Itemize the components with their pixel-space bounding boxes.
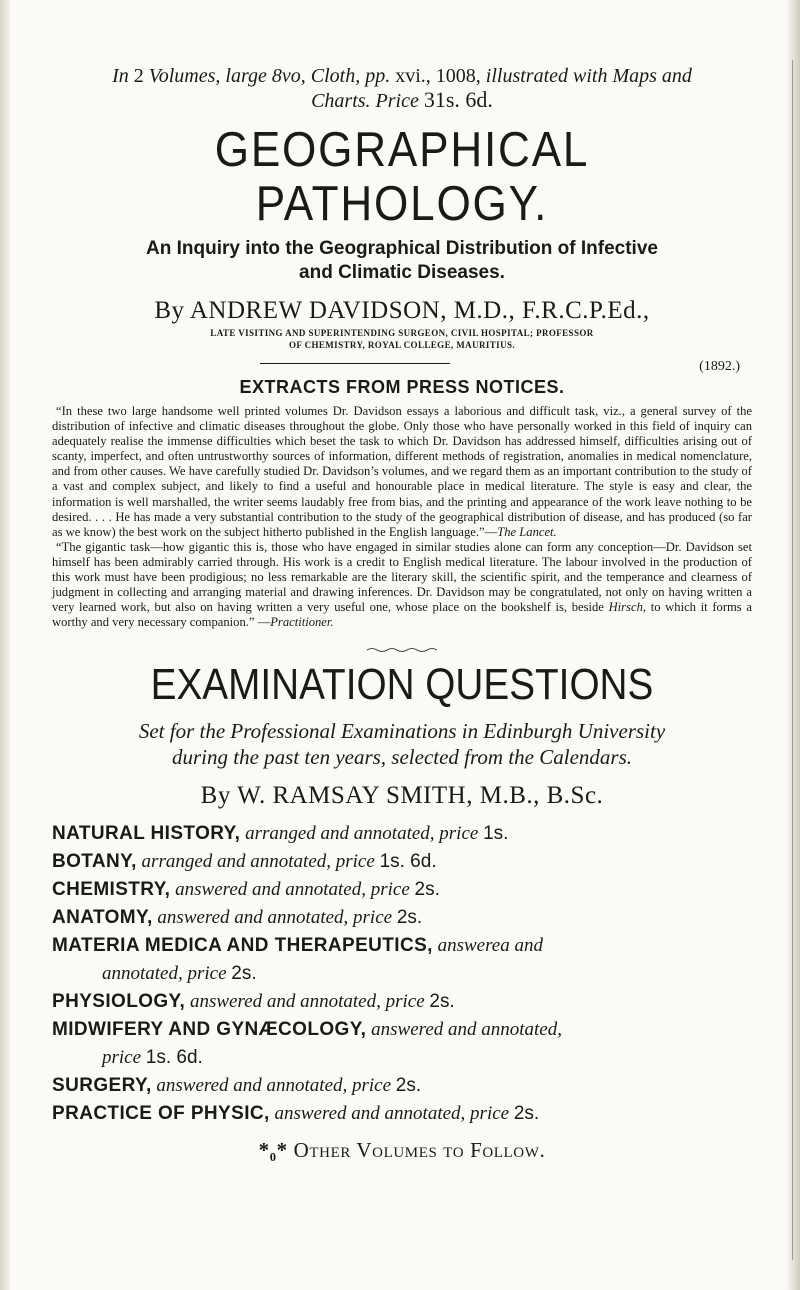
page-gutter bbox=[0, 0, 10, 1290]
subject-price: 1s. 6d. bbox=[145, 1047, 203, 1069]
charts-text: Charts. bbox=[311, 90, 371, 112]
list-item bbox=[52, 932, 752, 988]
divider-row bbox=[52, 355, 752, 377]
list-item bbox=[52, 1072, 752, 1100]
subject-desc: arranged and annotated, price bbox=[141, 851, 375, 873]
subject-desc: answered and annotated, price bbox=[156, 1075, 392, 1097]
subject-desc: answered and annotated, price bbox=[189, 991, 425, 1013]
subject-name: MIDWIFERY AND GYNÆCOLOGY, bbox=[52, 1019, 367, 1041]
press-notices bbox=[52, 404, 752, 630]
subject-desc: answered and annotated, price bbox=[274, 1103, 510, 1125]
author-davidson: By ANDREW DAVIDSON, M.D., F.R.C.P.Ed., bbox=[154, 297, 650, 324]
subject-price: 2s. bbox=[429, 991, 455, 1013]
subject-name: PRACTICE OF PHYSIC, bbox=[52, 1103, 270, 1125]
notice-lancet-source: The Lancet. bbox=[497, 524, 557, 539]
extracts-heading: EXTRACTS FROM PRESS NOTICES. bbox=[239, 377, 565, 397]
subject-name: NATURAL HISTORY, bbox=[52, 823, 241, 845]
edition-line: In 2 Volumes, large 8vo, Cloth, pp. xvi., 1008, illustrated with Maps and Charts. Price 31s. 6d. bbox=[112, 65, 692, 112]
notice-lancet-text: “In these two large handsome well printed volumes Dr. Davidson essays a laborious and difficult task, viz., a general survey of the distribution of infective and climatic diseases throughout the globe. Only those who have personally worked in this field of inquiry can adequately realise the immense difficulties which beset the task to which Dr. Davidson has addressed himself, difficulties arising out of scanty, imperfect, and often untrustworthy sources of information, different methods of registration, anomalies in medical nomenclature, and from other causes. We have carefully studied Dr. Davidson’s volumes, and we regard them as an important contribution to the study of a vast and complex subject, and likely to find a useful and honourable place in medical literature. The style is easy and clear, the information is well marshalled, the writer seems laudably free from bias, and the printing and appearance of the work leave nothing to be desired. . . . He has made a very substantial contribution to the study of the geographical distribution of disease, and has produced (so far as we know) the best work on the subject hitherto published in the English language.”— bbox=[52, 404, 752, 539]
subtitle-line-1: An Inquiry into the Geographical Distribution of Infective bbox=[146, 238, 658, 259]
subject-desc: arranged and annotated, price bbox=[245, 823, 479, 845]
credentials-line-2: OF CHEMISTRY, ROYAL COLLEGE, MAURITIUS. bbox=[288, 340, 516, 350]
author-ramsay-smith: By W. RAMSAY SMITH, M.B., B.Sc. bbox=[200, 782, 604, 810]
volume-count: 2 bbox=[133, 65, 144, 87]
price-label: Price bbox=[375, 90, 419, 112]
book-title-geographical-pathology: GEOGRAPHICAL PATHOLOGY. bbox=[214, 123, 590, 231]
subject-name: MATERIA MEDICA AND THERAPEUTICS, bbox=[52, 935, 433, 957]
list-item bbox=[52, 904, 752, 932]
list-item bbox=[52, 1100, 752, 1128]
subject-name: PHYSIOLOGY, bbox=[52, 991, 186, 1013]
subject-price: 2s. bbox=[414, 879, 440, 901]
list-item bbox=[52, 1016, 752, 1072]
subtitle-line-2: and Climatic Diseases. bbox=[299, 262, 505, 283]
list-item bbox=[52, 820, 752, 848]
subject-price: 1s. bbox=[483, 823, 509, 845]
page-count: xvi., 1008, bbox=[395, 65, 481, 87]
divider bbox=[260, 363, 450, 364]
book-subtitle bbox=[52, 237, 752, 285]
notice-practitioner-text: “The gigantic task—how gigantic this is, those who have engaged in similar studies alone can form any conception—Dr. Davidson set himself has been admirably carried through. His work is a credit to English medical literature. The labour involved in the production of this work must have been prodigious; no less remarkable are the literary skill, the scientific spirit, and the temperance and clearness of judgment in collecting and arranging material and drawing inferences. Dr. Davidson may be congratulated, not only on having written a very learned work, but also on having written a very useful one, whose place on the bookshelf is, beside bbox=[52, 539, 752, 615]
credentials-line-1: LATE VISITING AND SUPERINTENDING SURGEON, CIVIL HOSPITAL; PROFESSOR bbox=[210, 328, 594, 338]
subject-price: 2s. bbox=[513, 1103, 540, 1125]
notice-practitioner-source: Practitioner. bbox=[270, 615, 334, 630]
description-line-2: during the past ten years, selected from the Calendars. bbox=[172, 745, 632, 770]
subject-desc: answered and annotated, bbox=[371, 1019, 562, 1041]
binding-text: Cloth, pp. bbox=[310, 65, 391, 87]
notice-practitioner bbox=[52, 540, 752, 631]
author-credentials bbox=[52, 327, 752, 351]
subject-name: BOTANY, bbox=[52, 851, 137, 873]
notice-hirsch: Hirsch, bbox=[608, 600, 647, 615]
subject-name: SURGERY, bbox=[52, 1075, 152, 1097]
subject-desc: answered and annotated, price bbox=[175, 879, 410, 901]
subject-desc: answerea and bbox=[437, 935, 543, 957]
notice-practitioner-end: to which it forms a worthy and very necessary companion.” — bbox=[52, 600, 752, 630]
subject-name: CHEMISTRY, bbox=[52, 879, 171, 901]
wavy-rule-icon bbox=[367, 647, 437, 653]
subject-price: 2s. bbox=[231, 963, 257, 985]
subject-name: ANATOMY, bbox=[52, 907, 153, 929]
volumes-text: Volumes, large bbox=[148, 65, 267, 87]
footer-text: Other Volumes to Follow. bbox=[293, 1138, 546, 1163]
subject-desc-cont: annotated, price bbox=[102, 963, 227, 985]
book-title-examination-questions: EXAMINATION QUESTIONS bbox=[150, 660, 654, 710]
list-item bbox=[52, 848, 752, 876]
page-content bbox=[52, 64, 752, 1163]
description-line-1: Set for the Professional Examinations in Edinburgh University bbox=[138, 719, 666, 744]
notice-lancet bbox=[52, 404, 752, 540]
list-item bbox=[52, 876, 752, 904]
price-value: 31s. 6d. bbox=[423, 87, 493, 112]
subject-desc: answered and annotated, price bbox=[157, 907, 393, 929]
subject-price: 2s. bbox=[396, 907, 423, 929]
footer-note bbox=[52, 1138, 752, 1163]
asterism-icon: *₀* bbox=[258, 1138, 288, 1163]
subject-list bbox=[52, 820, 752, 1128]
subject-desc-cont: price bbox=[102, 1047, 142, 1069]
list-item bbox=[52, 988, 752, 1016]
subject-price: 1s. 6d. bbox=[379, 851, 437, 873]
edition-prefix: In bbox=[112, 65, 129, 87]
illustration-text: illustrated with Maps and bbox=[485, 65, 692, 87]
book-format: 8vo bbox=[271, 65, 301, 87]
subject-price: 2s. bbox=[395, 1075, 422, 1097]
page-edge bbox=[786, 0, 800, 1290]
publication-year: (1892.) bbox=[699, 359, 740, 374]
book-description bbox=[52, 718, 752, 770]
ornamental-divider bbox=[52, 640, 752, 646]
